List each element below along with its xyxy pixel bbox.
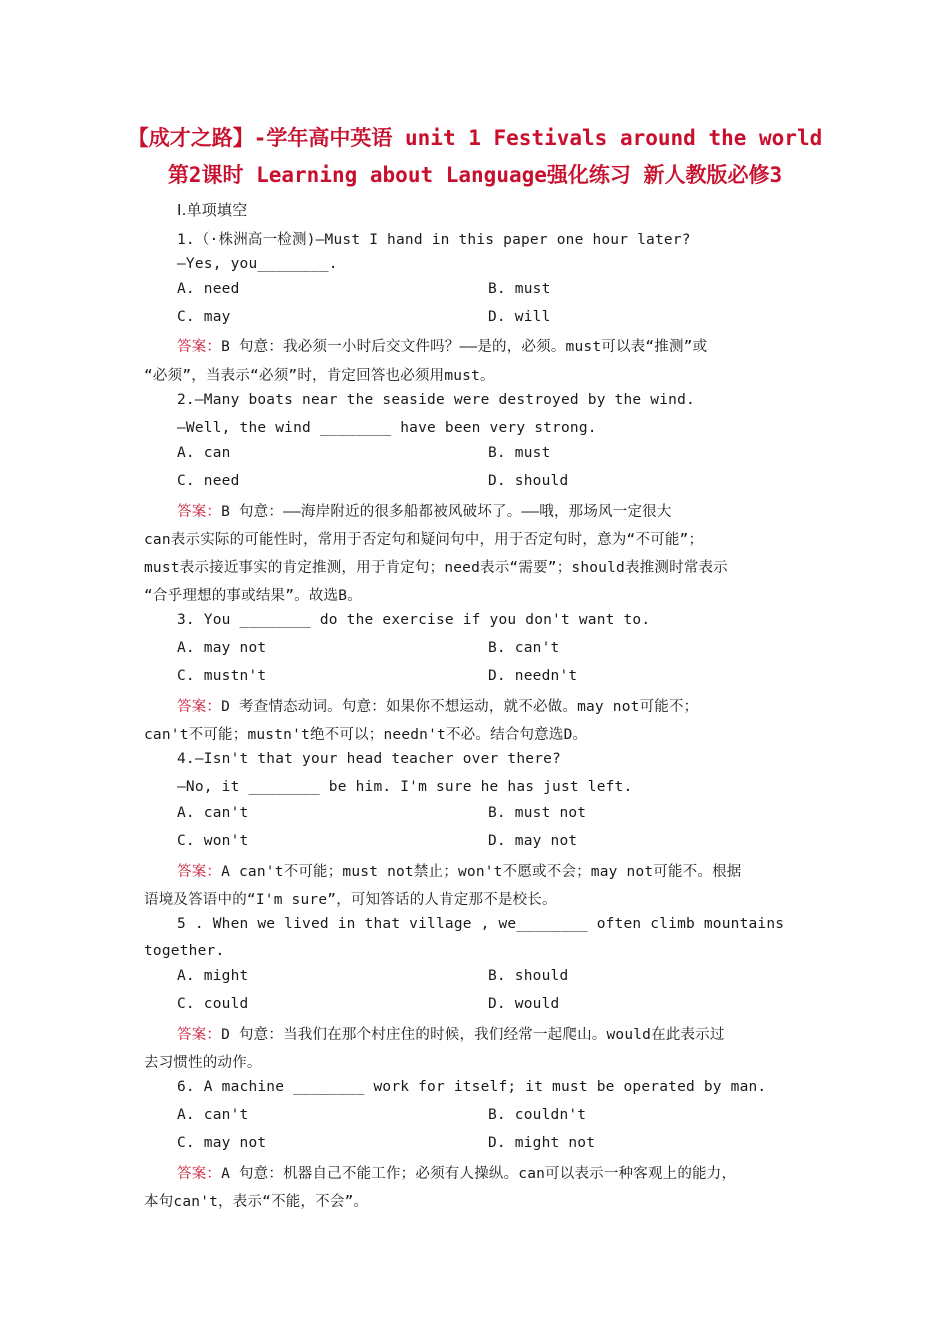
- question-2-option-c: C. need: [177, 473, 240, 489]
- question-6-option-c: C. may not: [177, 1135, 267, 1151]
- question-1-stem-line-1: 1.（·株洲高一检测)—Must I hand in this paper one hour later?: [177, 232, 691, 248]
- question-2-answer-line-4: “合乎理想的事或结果”。故选B。: [144, 588, 362, 604]
- question-5-stem-line-2: together.: [144, 943, 225, 959]
- question-4-answer-line-1: [177, 860, 742, 881]
- question-2-option-b: B. must: [488, 445, 551, 461]
- question-2-answer-line-1: [177, 500, 672, 521]
- question-5-option-a: A. might: [177, 968, 249, 984]
- question-1-option-a: A. need: [177, 281, 240, 297]
- answer-label: 答案：: [177, 699, 222, 715]
- question-4-answer-line-2: 语境及答语中的“I'm sure”，可知答话的人肯定那不是校长。: [144, 892, 557, 908]
- answer-label: 答案：: [177, 339, 222, 355]
- question-1-answer-line-1: [177, 335, 707, 356]
- answer-text: A 句意：机器自己不能工作；必须有人操纵。can可以表示一种客观上的能力，: [221, 1166, 737, 1182]
- question-4-option-d: D. may not: [488, 833, 578, 849]
- question-3-option-a: A. may not: [177, 640, 267, 656]
- question-3-option-d: D. needn't: [488, 668, 578, 684]
- question-4-stem-line-1: 4.—Isn't that your head teacher over there?: [177, 751, 561, 767]
- question-5-answer-line-2: 去习惯性的动作。: [144, 1055, 262, 1071]
- question-1-option-b: B. must: [488, 281, 551, 297]
- answer-text: B 句意：——海岸附近的很多船都被风破坏了。——哦，那场风一定很大: [221, 504, 672, 520]
- question-3-answer-line-2: can't不可能；mustn't绝不可以；needn't不必。结合句意选D。: [144, 727, 588, 743]
- question-3-answer-line-1: [177, 695, 698, 716]
- question-4-option-c: C. won't: [177, 833, 249, 849]
- question-2-option-a: A. can: [177, 445, 231, 461]
- question-1-answer-line-2: “必须”，当表示“必须”时，肯定回答也必须用must。: [144, 368, 495, 384]
- question-1-option-c: C. may: [177, 309, 231, 325]
- answer-label: 答案：: [177, 504, 222, 520]
- question-4-option-a: A. can't: [177, 805, 249, 821]
- document-title-line-1: 【成才之路】-学年高中英语 unit 1 Festivals around the world: [127, 126, 823, 150]
- question-5-answer-line-1: [177, 1023, 725, 1044]
- answer-text: A can't不可能；must not禁止；won't不愿或不会；may not可能不。根据: [221, 864, 742, 880]
- question-2-stem-line-1: 2.—Many boats near the seaside were destroyed by the wind.: [177, 392, 695, 408]
- question-2-answer-line-2: can表示实际的可能性时，常用于否定句和疑问句中，用于否定句时，意为“不可能”；: [144, 532, 704, 548]
- answer-label: 答案：: [177, 1166, 222, 1182]
- question-3-option-b: B. can't: [488, 640, 560, 656]
- question-6-option-d: D. might not: [488, 1135, 596, 1151]
- question-5-option-b: B. should: [488, 968, 569, 984]
- section-heading: Ⅰ.单项填空: [177, 201, 248, 219]
- question-6-answer-line-1: [177, 1162, 736, 1183]
- question-5-option-c: C. could: [177, 996, 249, 1012]
- answer-text: D 句意：当我们在那个村庄住的时候，我们经常一起爬山。would在此表示过: [221, 1027, 725, 1043]
- question-4-option-b: B. must not: [488, 805, 587, 821]
- question-2-option-d: D. should: [488, 473, 569, 489]
- question-1-stem-line-2: —Yes, you________.: [177, 256, 338, 272]
- question-2-answer-line-3: must表示接近事实的肯定推测，用于肯定句；need表示“需要”；should表推测时常表示: [144, 560, 728, 576]
- answer-text: B 句意：我必须一小时后交文件吗？——是的，必须。must可以表“推测”或: [221, 339, 708, 355]
- question-1-option-d: D. will: [488, 309, 551, 325]
- answer-label: 答案：: [177, 1027, 222, 1043]
- question-6-option-b: B. couldn't: [488, 1107, 587, 1123]
- document-title-line-2: 第2课时 Learning about Language强化练习 新人教版必修3: [167, 163, 783, 187]
- question-6-option-a: A. can't: [177, 1107, 249, 1123]
- question-3-option-c: C. mustn't: [177, 668, 267, 684]
- answer-label: 答案：: [177, 864, 222, 880]
- question-6-answer-line-2: 本句can't，表示“不能，不会”。: [144, 1194, 369, 1210]
- answer-text: D 考查情态动词。句意：如果你不想运动，就不必做。may not可能不；: [221, 699, 699, 715]
- question-3-stem-line-1: 3. You ________ do the exercise if you don't want to.: [177, 612, 651, 628]
- question-5-stem-line-1: 5 . When we lived in that village , we________ often climb mountains: [177, 916, 785, 932]
- question-6-stem-line-1: 6. A machine ________ work for itself; it must be operated by man.: [177, 1079, 767, 1095]
- question-2-stem-line-2: —Well, the wind ________ have been very strong.: [177, 420, 597, 436]
- question-4-stem-line-2: —No, it ________ be him. I'm sure he has just left.: [177, 779, 633, 795]
- question-5-option-d: D. would: [488, 996, 560, 1012]
